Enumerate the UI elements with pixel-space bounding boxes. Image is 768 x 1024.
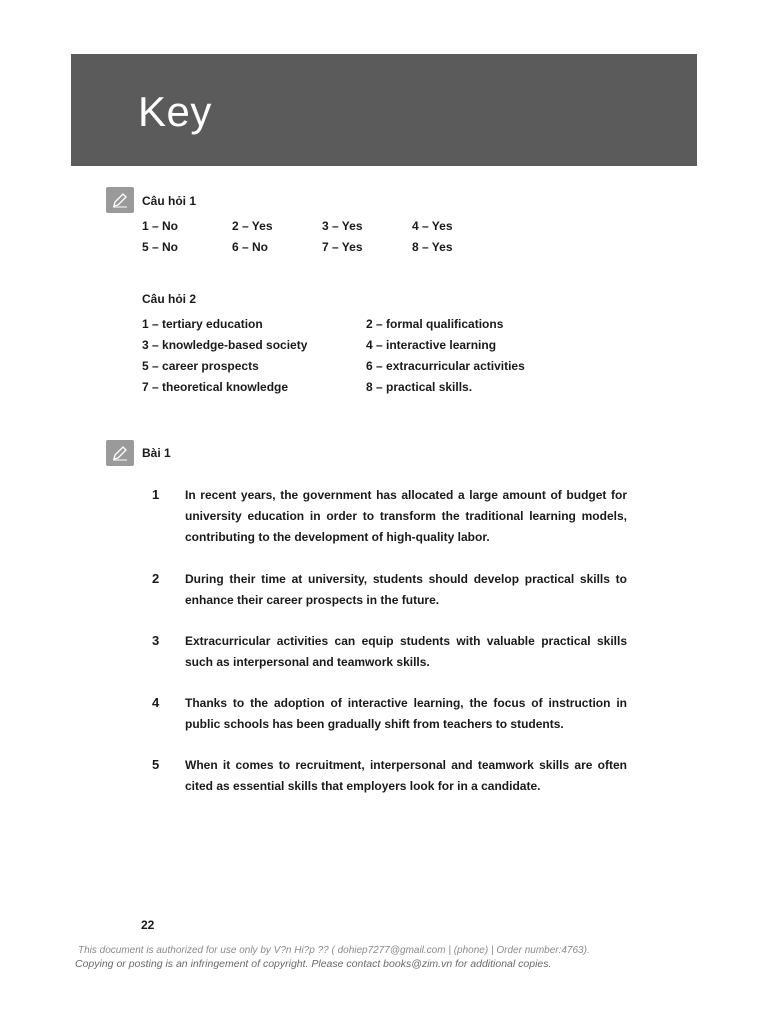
page-title: Key: [138, 88, 212, 135]
pencil-icon: [106, 187, 134, 213]
copyright-notice-line-2: Copying or posting is an infringement of copyright. Please contact books@zim.vn for additional copies.: [75, 958, 552, 970]
sentence-text: Extracurricular activities can equip students with valuable practical skills such as interpersonal and teamwork skills.: [185, 634, 627, 669]
sentence-number: 1: [152, 487, 160, 502]
sentence-text: During their time at university, students should develop practical skills to enhance their career prospects in the future.: [185, 572, 627, 607]
answer-item: 7 – Yes: [322, 240, 363, 254]
answer-item: 5 – No: [142, 240, 179, 254]
vocab-item: 3 – knowledge-based society: [142, 338, 308, 352]
vocab-item: 2 – formal qualifications: [366, 317, 504, 331]
section-heading-bai-1: Bài 1: [142, 446, 171, 460]
vocab-item: 8 – practical skills.: [366, 380, 473, 394]
answer-item: 2 – Yes: [232, 219, 273, 233]
sentence-number: 2: [152, 571, 160, 586]
section-heading-cau-hoi-2: Câu hỏi 2: [142, 292, 197, 306]
sentence-text: When it comes to recruitment, interpersonal and teamwork skills are often cited as essential skills that employers look for in a candidate.: [185, 758, 627, 793]
vocab-item: 4 – interactive learning: [366, 338, 497, 352]
page-number: 22: [141, 918, 155, 932]
sentence-text: In recent years, the government has allocated a large amount of budget for university education in order to transform the traditional learning models, contributing to the development of high-quality labor.: [185, 488, 627, 544]
sentence-number: 4: [152, 695, 160, 710]
answer-item: 3 – Yes: [322, 219, 363, 233]
vocab-item: 5 – career prospects: [142, 359, 259, 373]
copyright-notice-line-1: This document is authorized for use only by V?n Hi?p ?? ( dohiep7277@gmail.com | (phone) | Order number:4763).: [78, 945, 590, 956]
sentence-text: Thanks to the adoption of interactive learning, the focus of instruction in public schools has been gradually shift from teachers to students.: [185, 696, 627, 731]
answer-item: 6 – No: [232, 240, 269, 254]
vocab-item: 1 – tertiary education: [142, 317, 263, 331]
sentence-number: 5: [152, 757, 160, 772]
answer-item: 4 – Yes: [412, 219, 453, 233]
section-heading-cau-hoi-1: Câu hỏi 1: [142, 194, 197, 208]
sentence-number: 3: [152, 633, 160, 648]
key-banner: [71, 54, 697, 166]
vocab-item: 6 – extracurricular activities: [366, 359, 525, 373]
vocab-item: 7 – theoretical knowledge: [142, 380, 289, 394]
pencil-icon: [106, 440, 134, 466]
answer-item: 8 – Yes: [412, 240, 453, 254]
answer-item: 1 – No: [142, 219, 179, 233]
